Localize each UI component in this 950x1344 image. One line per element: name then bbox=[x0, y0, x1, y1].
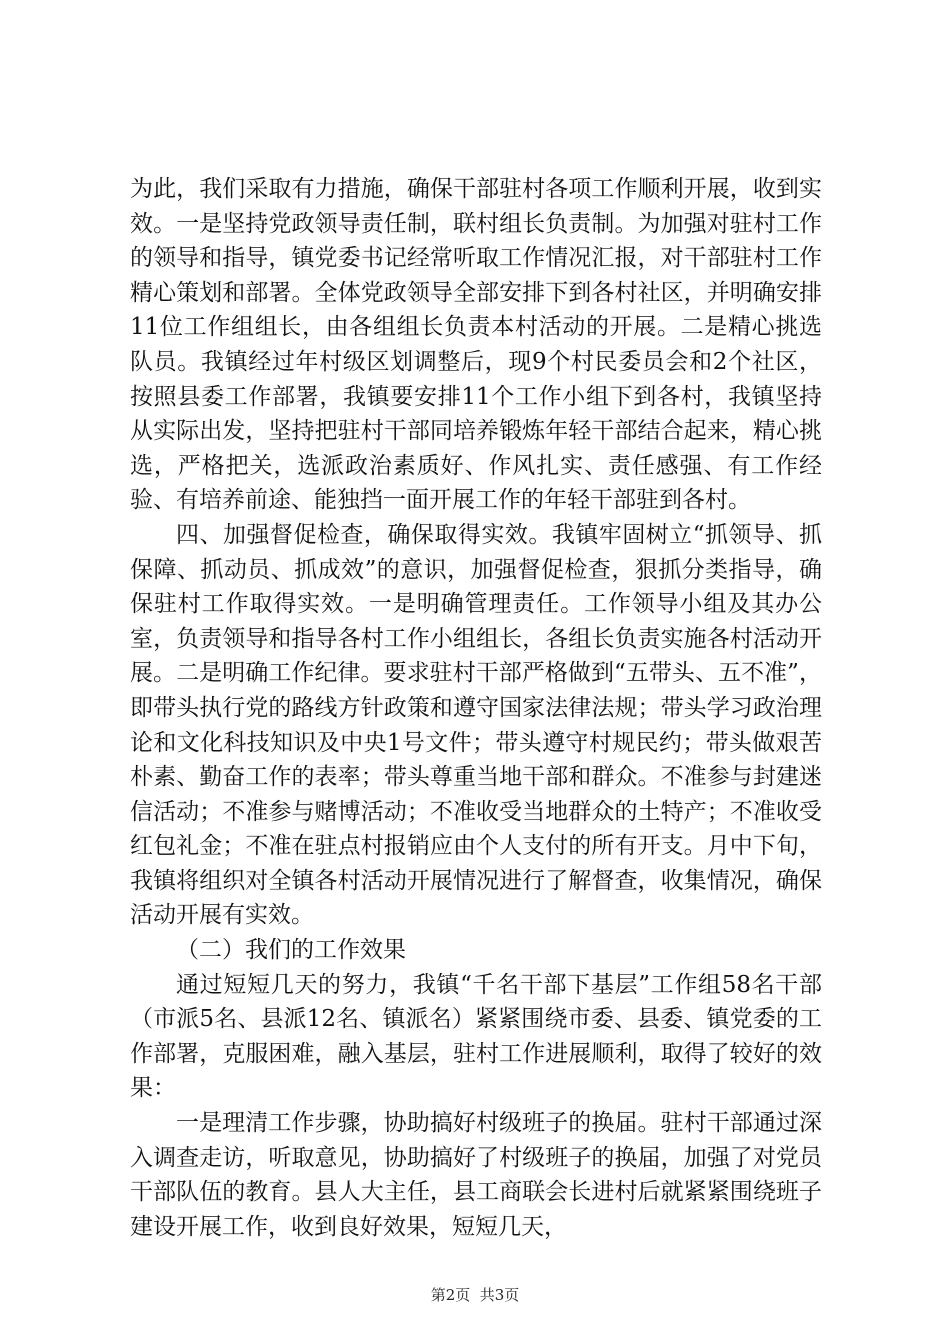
paragraph-village-election: 一是理清工作步骤，协助搞好村级班子的换届。驻村干部通过深入调查走访，听取意见，协助搞好了村级班子的换届，加强了对党员干部队伍的教育。县人大主任，县工商联会长进村后就紧紧围绕班子建设开展工作，收到良好效果，短短几天， bbox=[130, 1110, 822, 1240]
page-footer bbox=[0, 1284, 950, 1305]
document-body bbox=[130, 172, 822, 1244]
paragraph-supervision: 四、加强督促检查，确保取得实效。我镇牢固树立“抓领导、抓保障、抓动员、抓成效”的意识，加强督促检查，狠抓分类指导，确保驻村工作取得实效。一是明确管理责任。工作领导小组及其办公室，负责领导和指导各村工作小组组长，各组长负责实施各村活动开展。二是明确工作纪律。要求驻村干部严格做到“五带头、五不准”，即带头执行党的路线方针政策和遵守国家法律法规；带头学习政治理论和文化科技知识及中央1号文件；带头遵守村规民约；带头做艰苦朴素、勤奋工作的表率；带头尊重当地干部和群众。不准参与封建迷信活动；不准参与赌博活动；不准收受当地群众的土特产；不准收受红包礼金；不准在驻点村报销应由个人支付的所有开支。月中下旬，我镇将组织对全镇各村活动开展情况进行了解督查，收集情况，确保活动开展有实效。 bbox=[130, 521, 822, 929]
section-heading-work-results: （二）我们的工作效果 bbox=[176, 937, 406, 964]
paragraph-measures: 为此，我们采取有力措施，确保干部驻村各项工作顺利开展，收到实效。一是坚持党政领导责任制，联村组长负责制。为加强对驻村工作的领导和指导，镇党委书记经常听取工作情况汇报，对干部驻村工作精心策划和部署。全体党政领导全部安排下到各村社区，并明确安排11位工作组组长，由各组组长负责本村活动的开展。二是精心挑选队员。我镇经过年村级区划调整后，现9个村民委员会和2个社区，按照县委工作部署，我镇要安排11个工作小组下到各村，我镇坚持从实际出发，坚持把驻村干部同培养锻炼年轻干部结合起来，精心挑选，严格把关，选派政治素质好、作风扎实、责任感强、有工作经验、有培养前途、能独挡一面开展工作的年轻干部驻到各村。 bbox=[130, 176, 822, 514]
page-number-label: 第2页 共3页 bbox=[430, 1286, 520, 1304]
paragraph-results-summary: 通过短短几天的努力，我镇“千名干部下基层”工作组58名干部（市派5名、县派12名、镇派名）紧紧围绕市委、县委、镇党委的工作部署，克服困难，融入基层，驻村工作进展顺利，取得了较好的效果： bbox=[130, 971, 822, 1102]
